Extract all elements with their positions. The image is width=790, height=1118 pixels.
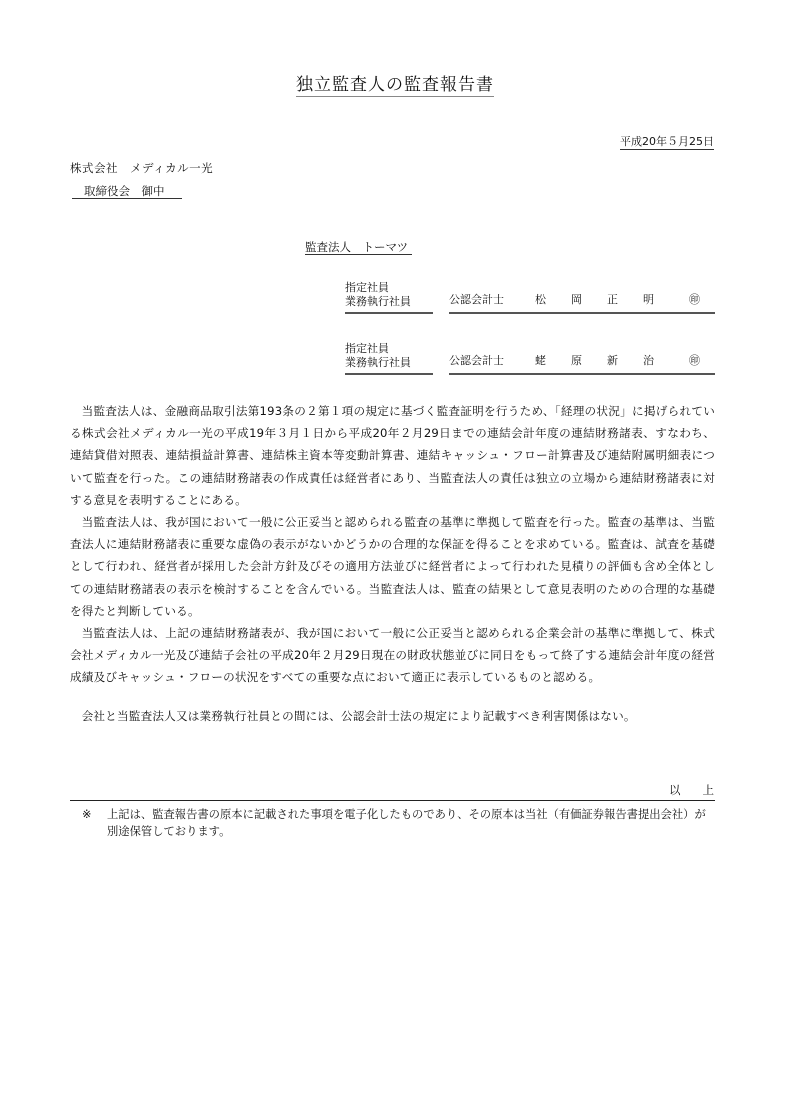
seal-icon: ㊞ (689, 354, 700, 367)
signer-role (345, 281, 433, 314)
footnote-text: 上記は、監査報告書の原本に記載された事項を電子化したものであり、その原本は当社（有価証券報告書提出会社）が別途保管しております。 (107, 808, 706, 838)
signer-role-line1: 指定社員 (345, 281, 389, 294)
reference-mark-icon: ※ (82, 808, 92, 821)
report-title (0, 70, 790, 95)
closing-mark (669, 782, 714, 798)
addressee-board: 取締役会 御中 (72, 184, 182, 199)
seal-icon: ㊞ (689, 293, 700, 306)
closing-char: 以 (669, 783, 681, 797)
signer-name-char: 正 (607, 293, 618, 306)
signer-role-line2: 業務執行社員 (345, 356, 411, 369)
signer-signature-line (449, 342, 715, 375)
signer-name-char: 新 (607, 354, 618, 367)
signer-block-2 (345, 342, 715, 376)
signer-name-char: 蛯 (535, 354, 546, 367)
signer-role-line1: 指定社員 (345, 342, 389, 355)
report-body (70, 400, 715, 727)
paragraph-scope: 当監査法人は、金融商品取引法第193条の２第１項の規定に基づく監査証明を行うため、「経理の状況」に掲げられている株式会社メディカル一光の平成19年３月１日から平成20年２月29日までの連結会計年度の連結財務諸表、すなわち、連結貸借対照表、連結損益計算書、連結株主資本等変動計算書、連結キャッシュ・フロー計算書及び連結附属明細表について監査を行った。この連結財務諸表の作成責任は経営者にあり、当監査法人の責任は独立の立場から連結財務諸表に対する意見を表明することにある。 (70, 404, 715, 507)
audit-firm-name: 監査法人 トーマツ (305, 240, 412, 255)
signer-signature-line (449, 281, 715, 314)
paragraph-opinion: 当監査法人は、上記の連結財務諸表が、我が国において一般に公正妥当と認められる企業会計の基準に準拠して、株式会社メディカル一光及び連結子会社の平成20年２月29日現在の財政状態並びに同日をもって終了する連結会計年度の経営成績及びキャッシュ・フローの状況をすべての重要な点において適正に表示しているものと認める。 (70, 626, 715, 685)
signer-block-1 (345, 281, 715, 315)
closing-char: 上 (702, 783, 714, 797)
paragraph-interests: 会社と当監査法人又は業務執行社員との間には、公認会計士法の規定により記載すべき利害関係はない。 (81, 708, 636, 723)
signer-name-char: 明 (643, 293, 654, 306)
signer-title: 公認会計士 (449, 354, 504, 367)
report-title-text: 独立監査人の監査報告書 (296, 75, 494, 95)
signer-name-char: 松 (535, 293, 546, 306)
signer-name-char: 治 (643, 354, 654, 367)
report-date: 平成20年５月25日 (620, 135, 714, 148)
footer-divider (70, 800, 715, 801)
signer-role (345, 342, 433, 375)
signer-name-char: 原 (571, 354, 582, 367)
footnote (82, 806, 712, 840)
signer-role-line2: 業務執行社員 (345, 295, 411, 308)
signer-name-char: 岡 (571, 293, 582, 306)
addressee-company: 株式会社 メディカル一光 (70, 161, 214, 175)
paragraph-standards: 当監査法人は、我が国において一般に公正妥当と認められる監査の基準に準拠して監査を行った。監査の基準は、当監査法人に連結財務諸表に重要な虚偽の表示がないかどうかの合理的な保証を得ることを求めている。監査は、試査を基礎として行われ、経営者が採用した会計方針及びその適用方法並びに経営者によって行われた見積りの評価も含め全体としての連結財務諸表の表示を検討することを含んでいる。当監査法人は、監査の結果として意見表明のための合理的な基礎を得たと判断している。 (70, 515, 715, 618)
signer-title: 公認会計士 (449, 293, 504, 306)
